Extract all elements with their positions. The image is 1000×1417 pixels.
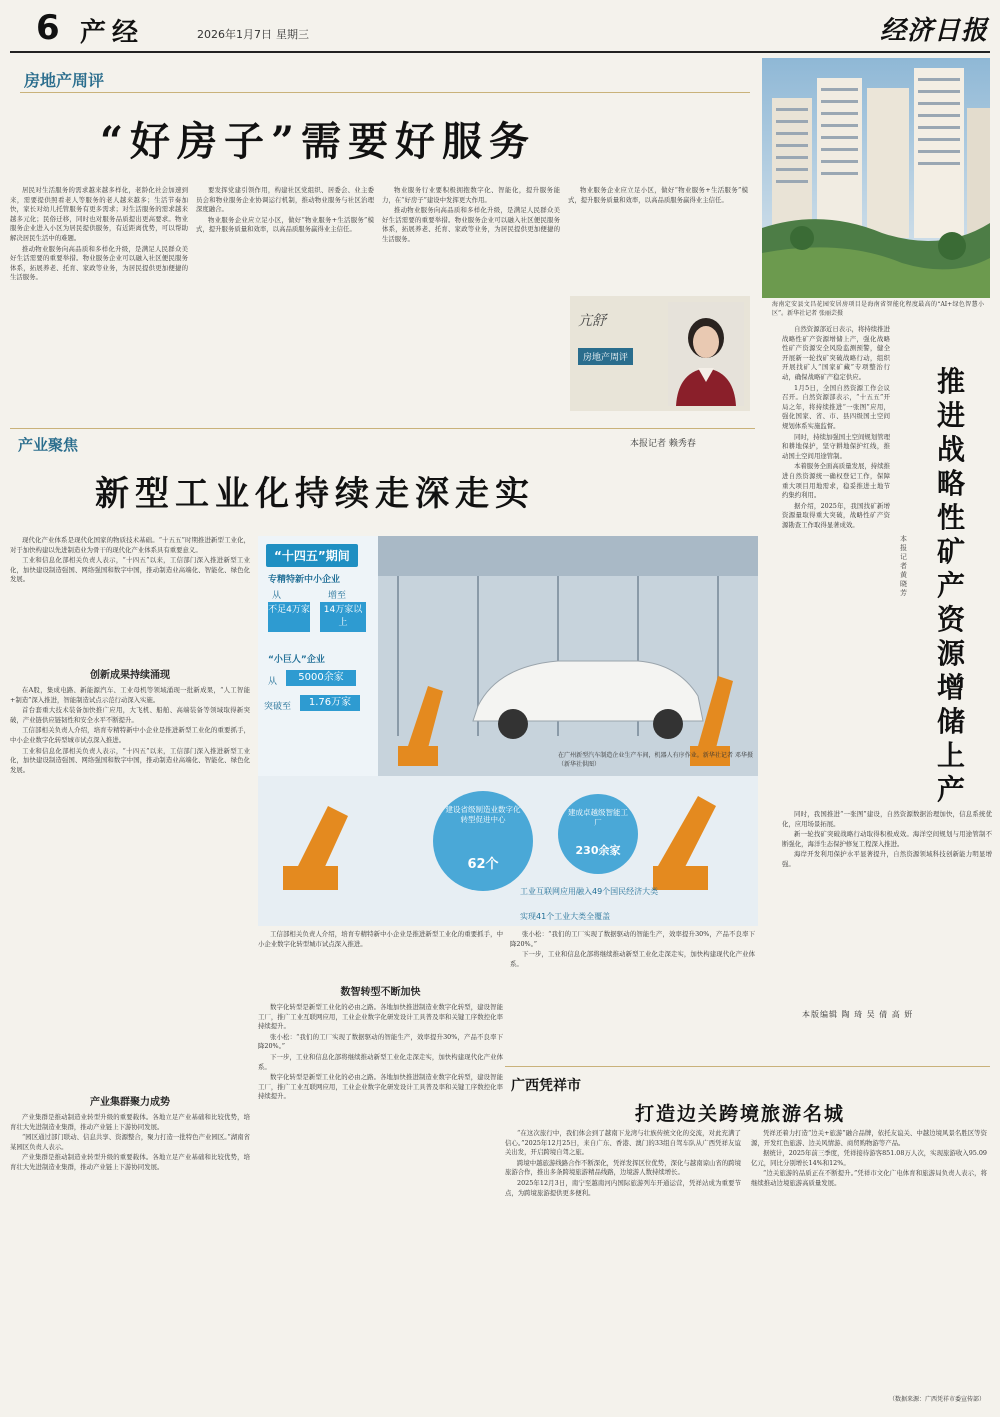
photo-caption: 在广州新型汽车制造企业生产车间，机器人有序作业。新华社记者 邓华摄（新华社供图）: [558, 752, 753, 768]
article-body-col3: [510, 930, 755, 1050]
paragraph: 工信部相关负责人介绍，培育专精特新中小企业是推进新型工业化的重要抓手，中小企业数字化转型城市试点深入推进。: [10, 726, 250, 744]
paragraph: 物业服务企业应立足小区，做好“物业服务+生活服务”模式，提升服务质量和效率，以高品质服务赢得业主信任。: [568, 186, 748, 204]
paragraph: 同时，我国推进“一张图”建设，自然资源数据治理加快，信息系统优化，应用场景拓展。: [782, 810, 992, 828]
column-tag-rule: [20, 92, 750, 93]
author-signature: 亢舒: [578, 313, 606, 329]
section-heading: 产业集群聚力成势: [90, 1097, 170, 1108]
article-body-col2: [751, 1129, 987, 1389]
paragraph: 本着服务全面高质量发展，持续推进自然资源统一确权登记工作，保障重大项目用地需求，稳妥推进土地节约集约利用。: [782, 462, 890, 500]
paragraph: 产业集群是推动制造业转型升级的重要载体。各地立足产业基础和比较优势，培育壮大先进制造业集群，推动产业链上下游协同发展。: [10, 1113, 250, 1131]
info-title: “十四五”期间: [266, 544, 358, 567]
paragraph: 物业服务行业要积极拥抱数字化、智能化，提升服务能力，在“好房子”建设中发挥更大作用。: [382, 186, 560, 204]
paragraph: 张小松：“我们的工厂实现了数据驱动的智能生产，效率提升30%，产品不良率下降20%。”: [510, 930, 755, 948]
paragraph: 下一步，工业和信息化部将继续推动新型工业化走深走实，加快构建现代化产业体系。: [510, 950, 755, 968]
paragraph: 凭祥还着力打造“边关+旅游”融合品牌，依托友谊关、中越边境风景名胜区等资源，开发红色旅游、边关风情游、商贸购物游等产品。: [751, 1129, 987, 1147]
paragraph: 下一步，工业和信息化部将继续推动新型工业化走深走实，加快构建现代化产业体系。: [258, 1052, 503, 1071]
info-from-label: 从: [268, 677, 278, 687]
article-body-wide: [782, 810, 992, 1000]
article-body-col1: [505, 1129, 741, 1404]
article-body-col1c: [10, 1113, 250, 1408]
paragraph: “在这次旅行中，我们体会到了越南下龙湾与壮族传统文化的交流，对此充满了信心。”2025年12月25日，来自广东、香港、澳门的33组自驾车队从广西凭祥友谊关出发，开启跨境自驾之旅。: [505, 1129, 741, 1157]
paragraph: 现代化产业体系是现代化国家的物质技术基础。“十五五”时期推进新型工业化，对于加快构建以先进制造业为骨干的现代化产业体系具有重要意义。: [10, 536, 250, 554]
paragraph: 2025年12月3日，南宁至越南河内国际旅游列车开通运营，凭祥站成为重要节点，为跨境旅游提供更多便利。: [505, 1178, 741, 1197]
info-value-box: 不足4万家: [268, 602, 310, 632]
info-label: 专精特新中小企业: [268, 575, 341, 585]
info-value-box: 14万家以上: [320, 602, 366, 632]
masthead-rule: [10, 51, 990, 53]
headline: 新型工业化持续走深走实: [95, 474, 535, 514]
paragraph: 海岸开发利用保护水平显著提升，自然资源领域科技创新能力明显增强。: [782, 850, 992, 868]
article-body-col1: [10, 186, 188, 411]
page-number: 6: [36, 8, 60, 48]
paragraph: 1月5日，全国自然资源工作会议召开。自然资源部表示，“十五五”开局之年，将持续推进“一张图”应用，强化国家、省、市、县四级国土空间规划体系实施监督。: [782, 383, 890, 430]
infographic: [258, 536, 758, 926]
bubble-label: 建成卓越级智能工厂: [568, 808, 628, 827]
article-body-col1b: [10, 686, 250, 1086]
paragraph: “边关旅游的品质正在不断提升。”凭祥市文化广电体育和旅游局负责人表示，将继续推动边境旅游高质量发展。: [751, 1169, 987, 1187]
byline: 本报记者 黄晓芳: [900, 535, 907, 597]
stat-text: 实现41个工业大类全覆盖: [520, 912, 611, 921]
paragraph: 同时，持续加强国土空间规划管理和耕地保护，坚守耕地保护红线，推动国土空间用途管制。: [782, 432, 890, 460]
section-heading: 数智转型不断加快: [340, 987, 421, 998]
info-panel: [258, 536, 378, 776]
author-box: [570, 296, 750, 411]
article-body-col1: [782, 325, 890, 805]
region-tag: 广西凭祥市: [511, 1078, 581, 1094]
headline: 打造边关跨境旅游名城: [635, 1103, 846, 1125]
section-name: 产经: [80, 18, 145, 48]
paragraph: 在A股，集成电路、新能源汽车、工业母机等领域涌现一批新成果，“人工智能+制造”深入推进，智能制造试点示范行动深入实施。: [10, 686, 250, 704]
housing-photo: [762, 58, 990, 298]
paragraph: “园区通过部门联动、信息共享、资源整合，聚力打造一批特色产业园区。”湖南省某园区负责人表示。: [10, 1133, 250, 1151]
article-body-col3: [382, 186, 560, 411]
paragraph: 工业和信息化部相关负责人表示，“十四五”以来，工信部门深入推进新型工业化，加快建设制造强国、网络强国和数字中国，推动制造业高端化、智能化、绿色化发展。: [10, 746, 250, 774]
paragraph: 张小松：“我们的工厂实现了数据驱动的智能生产，效率提升30%，产品不良率下降20%。”: [258, 1032, 503, 1051]
bubble-value: 230余家: [575, 844, 621, 857]
column-tag: 产业聚焦: [18, 436, 79, 454]
info-value-box: 1.76万家: [300, 695, 360, 711]
article-body-col1: [10, 536, 250, 658]
stat-bubble: [433, 791, 533, 891]
article-property: [10, 58, 755, 423]
section-top-rule: [10, 428, 755, 429]
article-pingxiang: [505, 1066, 990, 1412]
source-credit: （数据来源：广西凭祥市委宣传部）: [888, 1396, 985, 1403]
section-heading: 创新成果持续涌现: [90, 670, 170, 681]
paragraph: 据统计，2025年前三季度，凭祥接待游客851.08万人次，实现旅游收入95.09亿元，同比分别增长14%和12%。: [751, 1149, 987, 1167]
info-to-label: 增至: [328, 591, 347, 601]
article-body-col2: [258, 1003, 503, 1408]
article-minerals: [762, 325, 992, 1025]
paper-logo: 经济日报: [880, 16, 989, 46]
info-from-label: 从: [272, 591, 282, 601]
bubble-label: 建设省级制造业数字化转型促进中心: [445, 805, 521, 824]
photo-caption: 海南定安县文昌花园安居房项目是海南省智能化程度最高的“AI+绿色智慧小区”。新华社记者 张丽芸摄: [772, 301, 984, 317]
paragraph: 产业集群是推动制造业转型升级的重要载体。各地立足产业基础和比较优势，培育壮大先进制造业集群，推动产业链上下游协同发展。: [10, 1153, 250, 1171]
bubble-value: 62个: [467, 857, 499, 872]
paragraph: 自然资源部近日表示，将持续推进战略性矿产资源增储上产，强化战略性矿产资源安全风险监测预警，健全开展新一轮找矿突破战略行动，组织开展找矿人“国家矿藏”专项整治行动，确保战略矿产稳定供应。: [782, 325, 890, 381]
masthead: [0, 0, 1000, 58]
headline: “好房子”需要好服务: [100, 118, 537, 165]
paragraph: 推动物业服务向高品质和多样化升级，是满足人民群众美好生活需要的重要举措。物业服务企业可以融入社区便民服务体系，拓展养老、托育、家政等业务，为居民提供更加便捷的生活服务。: [382, 206, 560, 243]
paragraph: 数字化转型是新型工业化的必由之路。各地加快推进制造业数字化转型，建设智能工厂，推广工业互联网应用，工业企业数字化研发设计工具普及率和关键工序数控化率持续提升。: [258, 1073, 503, 1101]
article-body-col2a: [258, 930, 503, 972]
article-body-col4: [568, 186, 748, 286]
author-label: 房地产周评: [578, 348, 633, 365]
column-tag: 房地产周评: [24, 71, 105, 90]
paragraph: 首台套重大技术装备加快推广应用，大飞机、船舶、高端装备等领域取得新突破，产业链供应链韧性和安全水平不断提升。: [10, 706, 250, 724]
article-body-col2: [196, 186, 374, 411]
paragraph: 居民对生活服务的需求越来越多样化，老龄化社会加速到来，需要提供照看老人等服务的老人越来越多；生活节奏加快，家长对幼儿托管服务有更多需求；对生活服务的需求越来越多元化；民俗迁移，同时也对服务品质提出更高要求。物业服务企业进入小区为居民提供服务，有近距离优势，可以帮助解决居民生活中的难题。: [10, 186, 188, 242]
stat-text: 工业互联网应用融入49个国民经济大类: [520, 887, 659, 896]
author-portrait: [668, 302, 744, 406]
headline: 推进战略性矿产资源增储上产: [937, 365, 966, 806]
paragraph: 工业和信息化部相关负责人表示，“十四五”以来，工信部门深入推进新型工业化，加快建设制造强国、网络强国和数字中国，推动制造业高端化、智能化、绿色化发展。: [10, 556, 250, 584]
issue-weekday: 星期三: [276, 28, 309, 41]
issue-date: 2026年1月7日: [197, 28, 272, 41]
paragraph: 数字化转型是新型工业化的必由之路。各地加快推进制造业数字化转型，建设智能工厂，推广工业互联网应用，工业企业数字化研发设计工具普及率和关键工序数控化率持续提升。: [258, 1003, 503, 1031]
paragraph: 据介绍，2025年，我国找矿新增资源量取得重大突破，战略性矿产资源勘查工作取得显著成效。: [782, 501, 890, 529]
info-label: “小巨人”企业: [268, 655, 325, 665]
paragraph: 工信部相关负责人介绍，培育专精特新中小企业是推进新型工业化的重要抓手，中小企业数字化转型城市试点深入推进。: [258, 930, 503, 948]
photo-housing: [762, 58, 990, 320]
editor-credit: 本版编辑 陶 琦 吴 倩 高 妍: [802, 1010, 914, 1019]
stat-bubble: [558, 794, 638, 874]
info-value-box: 5000余家: [286, 670, 356, 686]
paragraph: 跨境中越旅游线路合作不断深化，凭祥发挥区位优势，深化与越南谅山省的跨境旅游合作，推出多条跨境旅游精品线路，边境游人数持续增长。: [505, 1158, 741, 1177]
paragraph: 推动物业服务向高品质和多样化升级，是满足人民群众美好生活需要的重要举措。物业服务企业可以融入社区便民服务体系，拓展养老、托育、家政等业务，为居民提供更加便捷的生活服务。: [10, 244, 188, 282]
info-to-label: 突破至: [264, 702, 292, 712]
paragraph: 物业服务企业应立足小区，做好“物业服务+生活服务”模式，提升服务质量和效率，以高品质服务赢得业主信任。: [196, 215, 374, 234]
paragraph: 新一轮找矿突破战略行动取得积极成效。海洋空间规划与用途管制不断强化，海洋生态保护修复工程深入推进。: [782, 830, 992, 848]
paragraph: 要发挥党建引领作用，构建社区党组织、居委会、业主委员会和物业服务企业协调运行机制，推动物业服务与社区治理深度融合。: [196, 186, 374, 214]
byline: 本报记者 赖秀春: [630, 439, 696, 449]
